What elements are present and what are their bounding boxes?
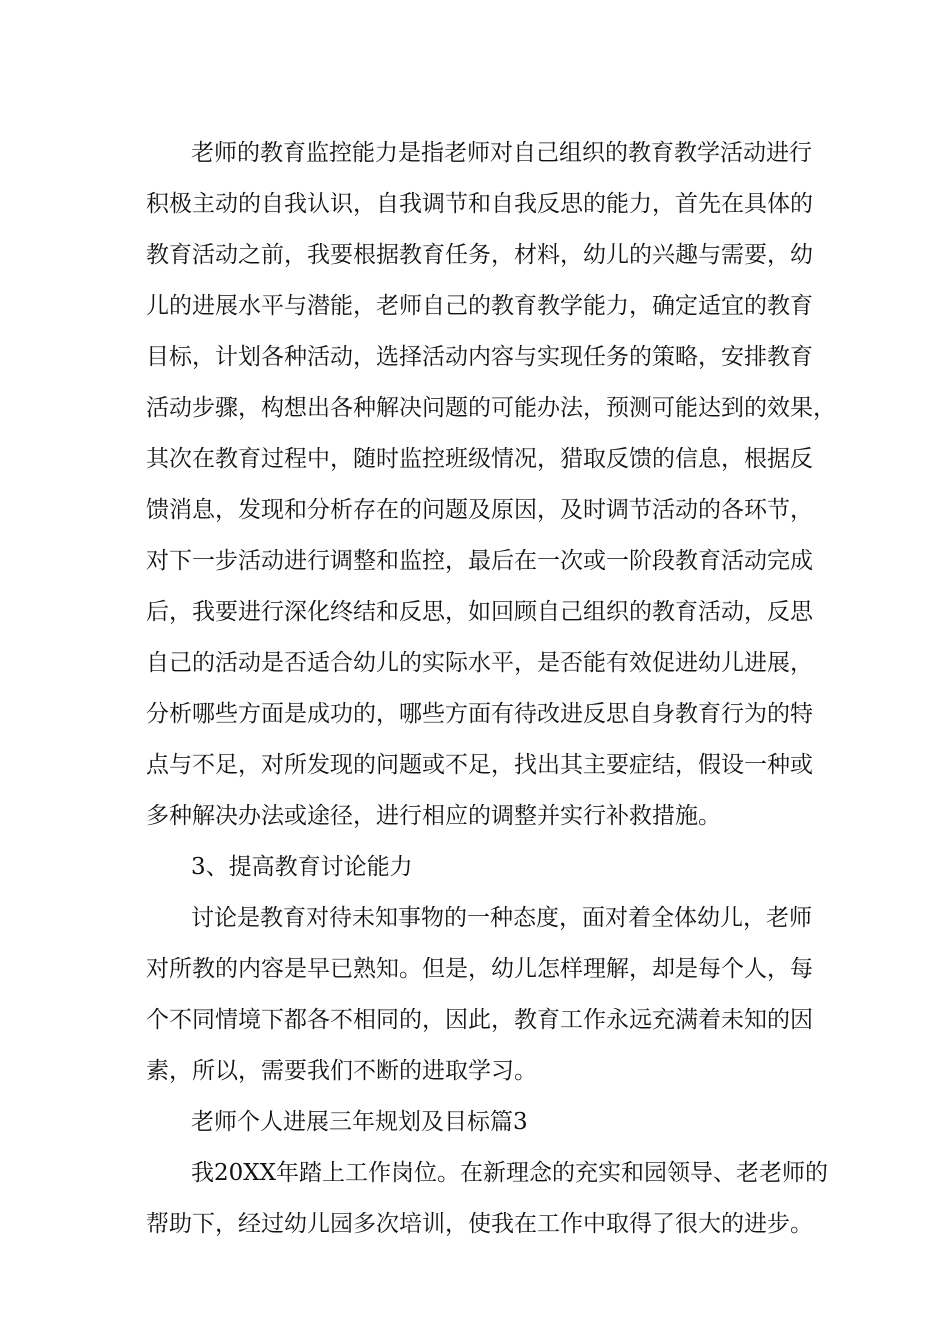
text-line: 对所教的内容是早已熟知。但是，幼儿怎样理解，却是每个人，每 (146, 956, 813, 982)
text-line: 积极主动的自我认识，自我调节和自我反思的能力，首先在具体的 (146, 191, 813, 217)
text-line: 对下一步活动进行调整和监控，最后在一次或一阶段教育活动完成 (146, 548, 813, 574)
text-line: 其次在教育过程中，随时监控班级情况，猎取反馈的信息，根据反 (146, 446, 813, 472)
text-line: 教育活动之前，我要根据教育任务，材料，幼儿的兴趣与需要，幼 (146, 242, 813, 268)
text-line: 老师的教育监控能力是指老师对自己组织的教育教学活动进行 (191, 140, 812, 166)
text-line: 目标，计划各种活动，选择活动内容与实现任务的策略，安排教育 (146, 344, 813, 370)
text-line: 儿的进展水平与潜能，老师自己的教育教学能力，确定适宜的教育 (146, 293, 813, 319)
text-line: 帮助下，经过幼儿园多次培训，使我在工作中取得了很大的进步。 (146, 1211, 813, 1237)
text-line: 分析哪些方面是成功的，哪些方面有待改进反思自身教育行为的特 (146, 701, 813, 727)
text-line: 讨论是教育对待未知事物的一种态度，面对着全体幼儿，老师 (191, 905, 812, 931)
text-line: 活动步骤，构想出各种解决问题的可能办法，预测可能达到的效果， (146, 395, 836, 421)
document-body (146, 128, 836, 1250)
article-title: 老师个人进展三年规划及目标篇3 (191, 1109, 528, 1135)
text-line: 点与不足，对所发现的问题或不足，找出其主要症结，假设一种或 (146, 752, 813, 778)
text-line: 自己的活动是否适合幼儿的实际水平，是否能有效促进幼儿进展， (146, 650, 813, 676)
text-line: 我20XX年踏上工作岗位。在新理念的充实和园领导、老老师的 (191, 1160, 829, 1186)
text-line: 素，所以，需要我们不断的进取学习。 (146, 1058, 537, 1084)
text-line: 多种解决办法或途径，进行相应的调整并实行补救措施。 (146, 803, 721, 829)
text-line: 个不同情境下都各不相同的，因此，教育工作永远充满着未知的因 (146, 1007, 813, 1033)
section-heading: 3、提高教育讨论能力 (191, 854, 413, 880)
text-line: 后，我要进行深化终结和反思，如回顾自己组织的教育活动，反思 (146, 599, 813, 625)
text-line: 馈消息，发现和分析存在的问题及原因，及时调节活动的各环节， (146, 497, 813, 523)
